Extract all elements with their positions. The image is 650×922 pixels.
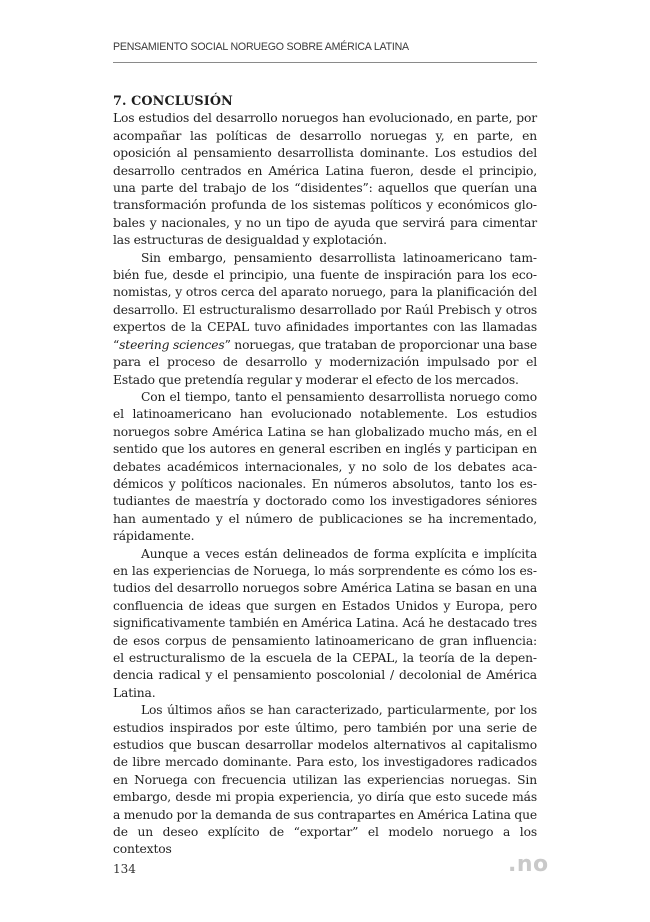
paragraph-1: Los estudios del desarrollo noruegos han evolucionado, en parte, por acompañar las políticas de desarrollo noruegas y, en parte, en oposición al pensamiento desarrollista dominante. Los estudios del desarrollo centrados en América Latina fueron, desde el principio, una parte del trabajo de los “disidentes”: aquellos que querían una transformación profunda de los sistemas políticos y económicos globales y nacionales, y no un tipo de ayuda que servirá para cimentar las estructuras de desigualdad y explotación. [113, 111, 537, 248]
running-head: PENSAMIENTO SOCIAL NORUEGO SOBRE AMÉRICA LATINA [113, 41, 409, 53]
paragraph-2-text-a: Sin embargo, pensamiento desarrollista latinoamericano también fue, desde el principio, una fuente de inspiración para los economistas, y otros cerca del aparato noruego, para la planificación del desarrollo. El estructuralismo desarrollado por Raúl Prebisch y otros expertos de la CEPAL tuvo afinidades importantes con las llamadas “ [113, 250, 537, 352]
paragraph-4: Aunque a veces están delineados de forma explícita e implícita en las experiencias de Noruega, lo más sorprendente es cómo los estudios del desarrollo noruegos sobre América Latina se basan en una confluencia de ideas que surgen en Estados Unidos y Europa, pero significativamente también en América Latina. Acá he destacado tres de esos corpus de pensamiento latinoamericano de gran influencia: el estructuralismo de la escuela de la CEPAL, la teoría de la dependencia radical y el pensamiento poscolonial / decolonial de América Latina. [113, 546, 537, 700]
header-divider [113, 62, 537, 63]
no-logo: .no [508, 852, 549, 877]
paragraph-2-text-b: ” noruegas, que trataban de proporcionar una base para el proceso de desarrollo y modernización impulsado por el Estado que pretendía regular y moderar el efecto de los mercados. [113, 337, 537, 387]
page-number: 134 [113, 862, 136, 876]
body-text [113, 93, 537, 859]
paragraph-5: Los últimos años se han caracterizado, particularmente, por los estudios inspirados por este último, pero también por una serie de estudios que buscan desarrollar modelos alternativos al capitalismo de libre mercado dominante. Para esto, los investigadores radicados en Noruega con frecuencia utilizan las experiencias noruegas. Sin embargo, desde mi propia experiencia, yo diría que esto sucede más a menudo por la demanda de sus contrapartes en América Latina que de un deseo explícito de “exportar” el modelo noruego a los contextos [113, 703, 537, 857]
paragraph-3: Con el tiempo, tanto el pensamiento desarrollista noruego como el latinoamericano han evolucionado notablemente. Los estudios noruegos sobre América Latina se han globalizado mucho más, en el sentido que los autores en general escriben en inglés y participan en debates académicos internacionales, y no solo de los debates académicos y políticos nacionales. En números absolutos, tanto los estudiantes de maestría y doctorado como los investigadores séniores han aumentado y el número de publicaciones se ha incrementado, rápidamente. [113, 389, 537, 544]
paragraph-2 [113, 250, 537, 389]
paragraph-2-italic-term: steering sciences [119, 337, 225, 352]
section-heading: 7. CONCLUSIÓN [113, 94, 233, 109]
